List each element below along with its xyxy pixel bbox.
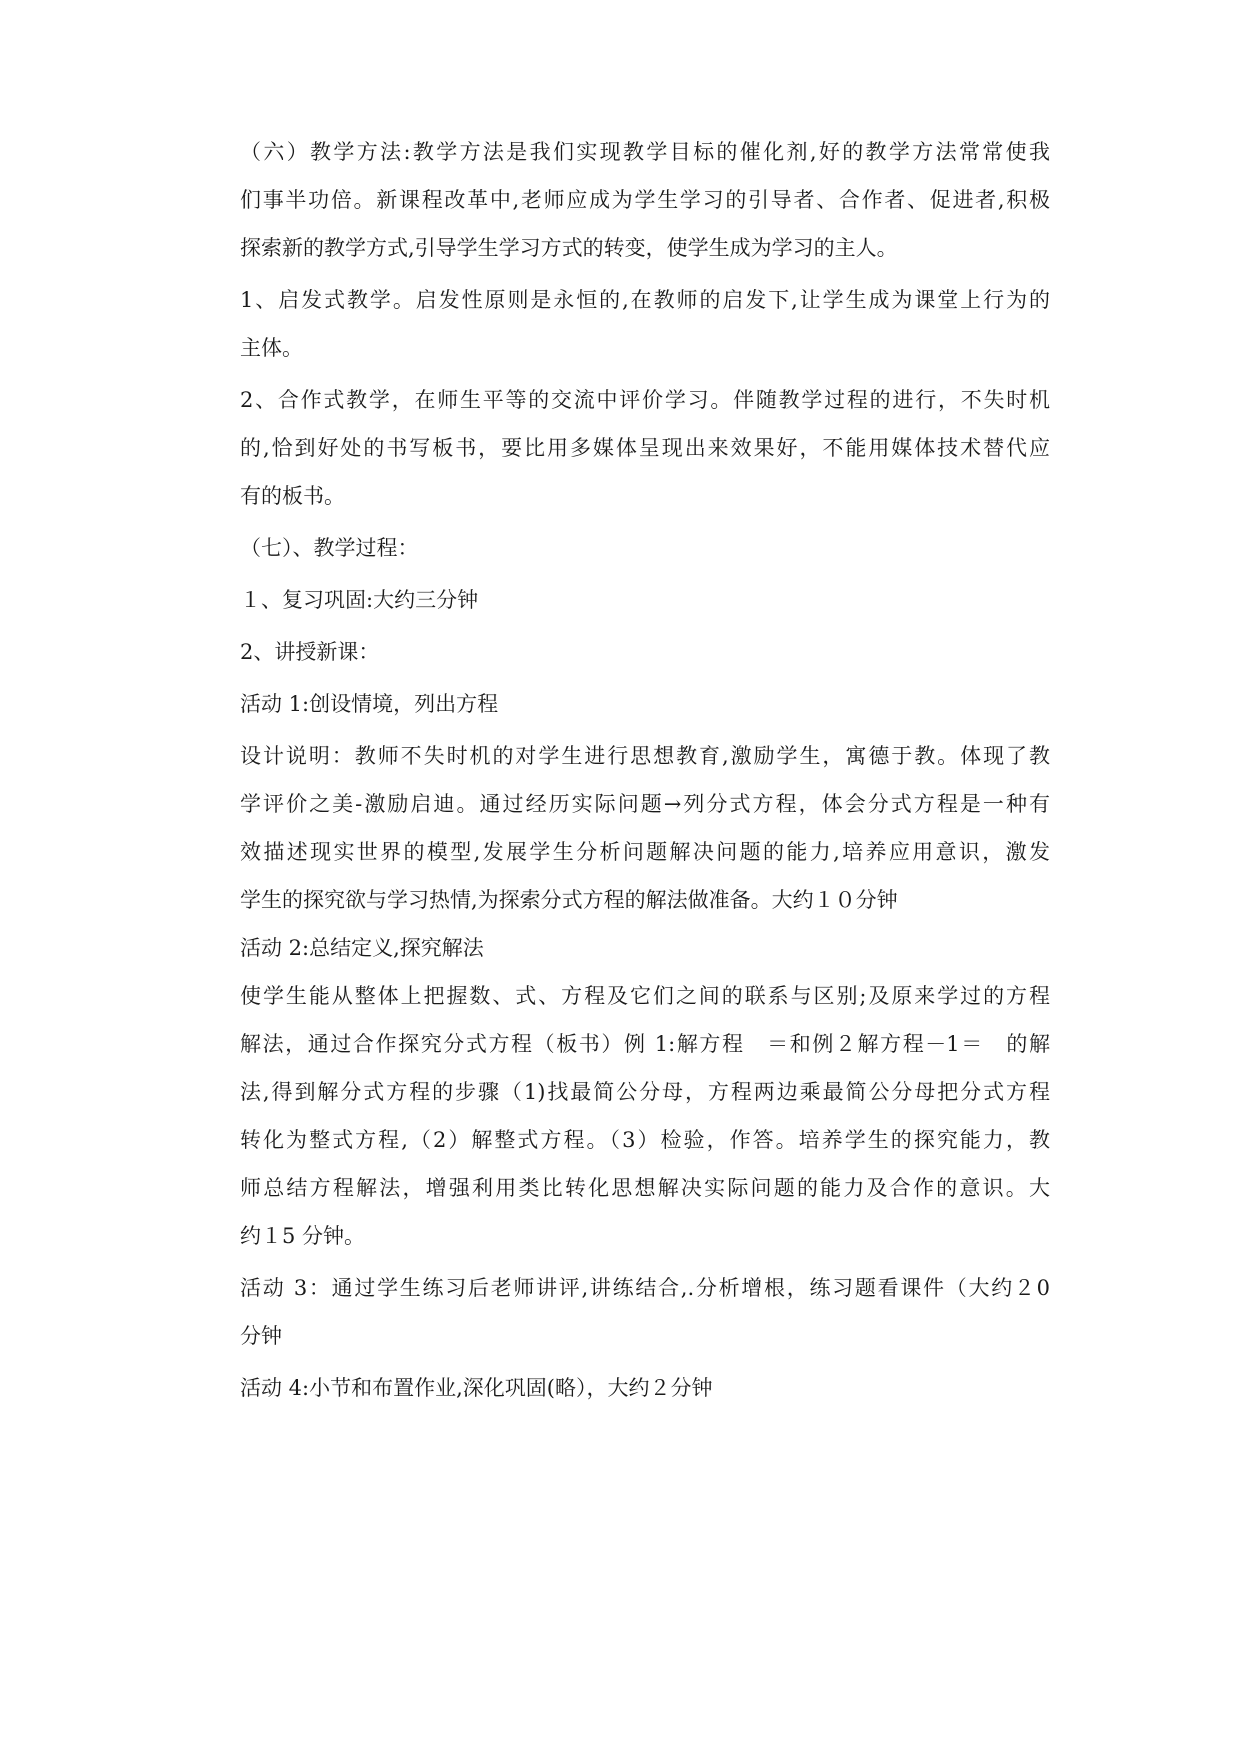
text-line: 师总结方程解法，增强利用类比转化思想解决实际问题的能力及合作的意识。大 [240,1176,1050,1200]
text-line: 解法，通过合作探究分式方程（板书）例 1:解方程 ＝和例２解方程－1＝ 的解 [240,1032,1050,1056]
text-line: 1、启发式教学。启发性原则是永恒的,在教师的启发下,让学生成为课堂上行为的 [240,288,1050,312]
text-line: 探索新的教学方式,引导学生学习方式的转变，使学生成为学习的主人。 [240,236,898,260]
text-line: １、复习巩固:大约三分钟 [240,588,479,612]
text-line: 分钟 [240,1324,282,1348]
text-line: 使学生能从整体上把握数、式、方程及它们之间的联系与区别;及原来学过的方程 [240,984,1050,1008]
document-body [240,128,1050,1412]
text-line: 学生的探究欲与学习热情,为探索分式方程的解法做准备。大约１０分钟 [240,888,898,912]
text-line: 2、讲授新课： [240,640,380,664]
section-heading: （七）、教学过程： [240,536,419,560]
text-line: 约１5 分钟。 [240,1224,366,1248]
text-line: 法,得到解分式方程的步骤（1)找最简公分母，方程两边乘最简公分母把分式方程 [240,1080,1050,1104]
text-line: 有的板书。 [240,484,345,508]
text-line: 的,恰到好处的书写板书，要比用多媒体呈现出来效果好，不能用媒体技术替代应 [240,436,1050,460]
text-line: （六）教学方法:教学方法是我们实现教学目标的催化剂,好的教学方法常常使我 [240,140,1050,164]
text-line: 转化为整式方程,（2）解整式方程。（3）检验，作答。培养学生的探究能力，教 [240,1128,1050,1152]
activity-heading: 活动 2:总结定义,探究解法 [240,936,484,960]
text-line: 们事半功倍。新课程改革中,老师应成为学生学习的引导者、合作者、促进者,积极 [240,188,1050,212]
text-line: 主体。 [240,336,303,360]
activity-heading: 活动 4:小节和布置作业,深化巩固(略），大约２分钟 [240,1376,713,1400]
text-line: 2、合作式教学，在师生平等的交流中评价学习。伴随教学过程的进行，不失时机 [240,388,1050,412]
text-line: 效描述现实世界的模型,发展学生分析问题解决问题的能力,培养应用意识，激发 [240,840,1050,864]
activity-heading: 活动 3：通过学生练习后老师讲评,讲练结合,.分析增根，练习题看课件（大约２0 [240,1276,1050,1300]
text-line: 设计说明：教师不失时机的对学生进行思想教育,激励学生，寓德于教。体现了教 [240,744,1050,768]
text-line: 学评价之美-激励启迪。通过经历实际问题→列分式方程，体会分式方程是一种有 [240,792,1050,816]
activity-heading: 活动 1:创设情境，列出方程 [240,692,499,716]
